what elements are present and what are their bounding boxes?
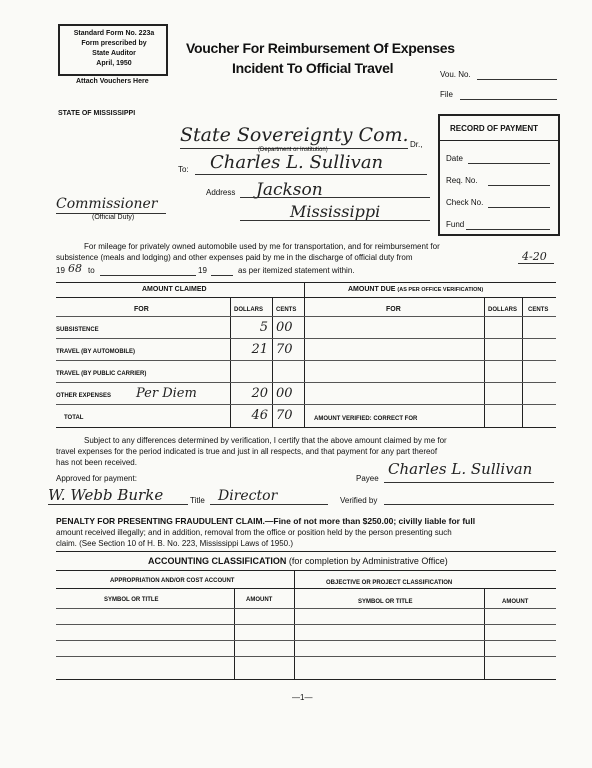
claimed-row-dollars: 5: [259, 320, 268, 335]
verified-by-line[interactable]: [384, 504, 554, 505]
record-field-line[interactable]: [468, 163, 550, 164]
amount-claimed-header: AMOUNT CLAIMED: [142, 286, 207, 293]
certify-text-2: travel expenses for the period indicated is true and just in all respects, and that payment for any part thereof: [56, 447, 438, 456]
accounting-table: [56, 570, 556, 680]
file-label: File: [440, 90, 453, 99]
record-field-label: Req. No.: [446, 176, 478, 185]
claimed-row-cents: 00: [276, 386, 293, 401]
claimed-row-cents: 70: [276, 408, 293, 423]
claimed-row-label: TRAVEL (BY PUBLIC CARRIER): [56, 371, 147, 377]
claimed-row-label: SUBSISTENCE: [56, 327, 99, 333]
form-title-line1: Voucher For Reimbursement Of Expenses: [186, 40, 455, 56]
record-field-label: Fund: [446, 220, 465, 229]
to-line[interactable]: [195, 174, 427, 175]
appropriation-header: APPROPRIATION AND/OR COST ACCOUNT: [110, 578, 235, 584]
year-prefix-2: 19: [198, 266, 207, 275]
attach-note: Attach Vouchers Here: [76, 78, 149, 85]
accounting-row-line[interactable]: [56, 640, 556, 641]
form-number: Standard Form No. 223a: [73, 30, 155, 37]
from-date: 4-20: [522, 250, 547, 263]
certify-text-3: has not been received.: [56, 458, 137, 467]
record-field-line[interactable]: [488, 185, 550, 186]
address-line-1[interactable]: [240, 197, 430, 198]
page-number: —1—: [292, 693, 313, 702]
claimed-row-cents: 70: [276, 342, 293, 357]
file-line[interactable]: [460, 99, 557, 100]
accounting-row-line[interactable]: [56, 656, 556, 657]
state-label: STATE OF MISSISSIPPI: [58, 110, 136, 117]
accounting-row-line[interactable]: [56, 624, 556, 625]
year-value: 68: [68, 262, 82, 275]
record-field-label: Date: [446, 154, 463, 163]
amount-verified-label: AMOUNT VERIFIED: CORRECT FOR: [314, 416, 418, 422]
title-line[interactable]: [210, 504, 328, 505]
payee-name: Charles L. Sullivan: [210, 152, 384, 173]
claimed-row-dollars: 21: [251, 342, 268, 357]
due-col-cents: CENTS: [528, 307, 549, 313]
left-amount-label: AMOUNT: [246, 597, 273, 603]
claimed-col-for: FOR: [134, 306, 149, 313]
official-duty-value: Commissioner: [56, 196, 158, 212]
claimed-row-dollars: 20: [251, 386, 268, 401]
due-col-for: FOR: [386, 306, 401, 313]
payee-label: Payee: [356, 474, 379, 483]
address-line1: Jackson: [256, 180, 323, 200]
left-symbol-label: SYMBOL OR TITLE: [104, 597, 159, 603]
title-value: Director: [218, 488, 278, 504]
right-symbol-label: SYMBOL OR TITLE: [358, 599, 413, 605]
form-date: April, 1950: [96, 60, 132, 67]
form-title-line2: Incident To Official Travel: [232, 60, 394, 76]
year-prefix: 19: [56, 266, 65, 275]
certify-text-1: Subject to any differences determined by verification, I certify that the above amount claimed by me for: [84, 436, 447, 445]
department-caption: (Department or Institution): [258, 147, 328, 153]
amount-table: [56, 282, 556, 428]
form-prescribed: Form prescribed by: [81, 40, 147, 47]
claimed-row-label: OTHER EXPENSES: [56, 393, 112, 399]
claimed-row-label: TRAVEL (BY AUTOMOBILE): [56, 349, 136, 355]
amount-due-note: (AS PER OFFICE VERIFICATION): [397, 287, 484, 293]
vou-no-line[interactable]: [477, 79, 557, 80]
department-value: State Sovereignty Com.: [180, 124, 409, 146]
mileage-text-1: For mileage for privately owned automobile used by me for transportation, and for reimbursement for: [84, 242, 440, 251]
payee-line[interactable]: [384, 482, 554, 483]
record-of-payment-title: RECORD OF PAYMENT: [450, 124, 539, 133]
from-date-line[interactable]: [518, 263, 554, 264]
objective-header: OBJECTIVE OR PROJECT CLASSIFICATION: [326, 580, 453, 586]
itemized-text: as per itemized statement within.: [238, 266, 355, 275]
payee-signature: Charles L. Sullivan: [388, 460, 533, 478]
address-line2: Mississippi: [290, 202, 381, 221]
verified-by-label: Verified by: [340, 496, 378, 505]
right-amount-label: AMOUNT: [502, 599, 529, 605]
approver-line[interactable]: [48, 504, 188, 505]
record-field-line[interactable]: [488, 207, 550, 208]
claimed-row-cents: 00: [276, 320, 293, 335]
form-authority: State Auditor: [92, 50, 136, 57]
accounting-title: ACCOUNTING CLASSIFICATION: [148, 556, 287, 566]
accounting-note: (for completion by Administrative Office): [288, 556, 448, 566]
claimed-col-dollars: DOLLARS: [234, 307, 263, 313]
to-date-label: to: [88, 266, 95, 275]
form-number-box: [58, 24, 168, 76]
claimed-row-note: Per Diem: [136, 386, 197, 401]
amount-due-header: AMOUNT DUE: [348, 286, 396, 293]
approved-label: Approved for payment:: [56, 474, 137, 483]
year-line-2[interactable]: [211, 275, 233, 276]
claimed-row-label: TOTAL: [64, 415, 84, 421]
due-col-dollars: DOLLARS: [488, 307, 517, 313]
penalty-text-2: amount received illegally; and in addition, removal from the office or position held by the person presenting such: [56, 528, 452, 537]
penalty-text-1: PENALTY FOR PRESENTING FRAUDULENT CLAIM.—Fine of not more than $250.00; civilly liable for full: [56, 516, 476, 526]
vou-no-label: Vou. No.: [440, 70, 471, 79]
to-date-line[interactable]: [100, 275, 196, 276]
claimed-row-dollars: 46: [251, 408, 268, 423]
address-line-2[interactable]: [240, 220, 430, 221]
approver-signature: W. Webb Burke: [48, 486, 164, 504]
department-suffix: Dr.,: [410, 140, 423, 149]
record-field-line[interactable]: [466, 229, 550, 230]
mileage-text-2: subsistence (meals and lodging) and other expenses paid by me in the discharge of official duty from: [56, 253, 413, 262]
claimed-col-cents: CENTS: [276, 307, 297, 313]
title-label: Title: [190, 496, 205, 505]
penalty-text-3: claim. (See Section 10 of H. B. No. 223, Mississippi Laws of 1950.): [56, 539, 293, 548]
record-field-label: Check No.: [446, 198, 484, 207]
to-label: To:: [178, 165, 189, 174]
address-label: Address: [206, 188, 236, 197]
record-of-payment-box: [438, 114, 560, 236]
official-duty-caption: (Official Duty): [92, 214, 135, 221]
accounting-row-line[interactable]: [56, 608, 556, 609]
